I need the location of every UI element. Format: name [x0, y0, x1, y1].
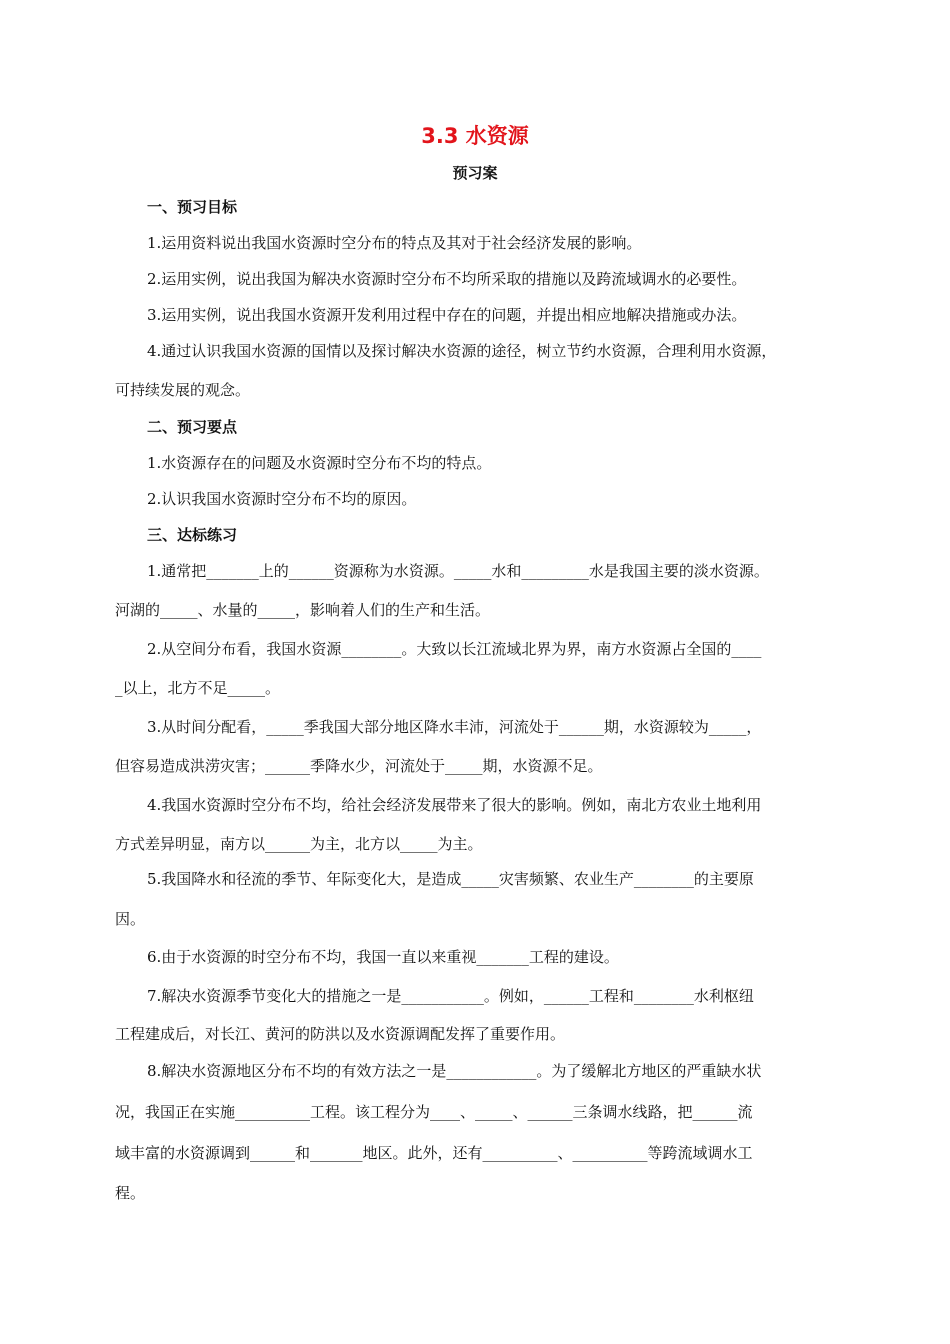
exercise-line: 河湖的_____、水量的_____，影响着人们的生产和生活。: [115, 601, 491, 619]
key-point-2: 2.认识我国水资源时空分布不均的原因。: [147, 490, 417, 508]
exercise-line: 工程建成后，对长江、黄河的防洪以及水资源调配发挥了重要作用。: [115, 1025, 566, 1043]
exercise-line: 3.从时间分配看，_____季我国大部分地区降水丰沛，河流处于______期，水资源较为_____，: [147, 718, 762, 736]
exercise-line: 程。: [115, 1184, 146, 1202]
exercise-line: 2.从空间分布看，我国水资源________。大致以长江流域北界为界，南方水资源占全国的____: [147, 640, 762, 658]
exercise-line: 6.由于水资源的时空分布不均，我国一直以来重视_______工程的建设。: [147, 948, 619, 966]
page-title: 3.3 水资源: [421, 124, 529, 148]
exercise-line: _以上，北方不足_____。: [115, 679, 281, 697]
goal-item-4: 4.通过认识我国水资源的国情以及探讨解决水资源的途径，树立节约水资源，合理利用水资源，: [147, 342, 777, 360]
key-point-1: 1.水资源存在的问题及水资源时空分布不均的特点。: [147, 454, 492, 472]
exercise-line: 但容易造成洪涝灾害；______季降水少，河流处于_____期，水资源不足。: [115, 757, 603, 775]
goal-item-3: 3.运用实例，说出我国水资源开发利用过程中存在的问题，并提出相应地解决措施或办法。: [147, 306, 747, 324]
section-heading-key-points: 二、预习要点: [147, 418, 238, 436]
goal-item-2: 2.运用实例，说出我国为解决水资源时空分布不均所采取的措施以及跨流域调水的必要性。: [147, 270, 747, 288]
exercise-line: 7.解决水资源季节变化大的措施之一是___________。例如，______工程和________水利枢纽: [147, 987, 754, 1005]
exercise-line: 8.解决水资源地区分布不均的有效方法之一是____________。为了缓解北方地区的严重缺水状: [147, 1062, 762, 1080]
exercise-line: 方式差异明显，南方以______为主，北方以_____为主。: [115, 835, 483, 853]
section-heading-goals: 一、预习目标: [147, 198, 238, 216]
goal-item-4-continued: 可持续发展的观念。: [115, 381, 251, 399]
exercise-line: 因。: [115, 910, 146, 928]
exercise-line: 1.通常把_______上的______资源称为水资源。_____水和_________水是我国主要的淡水资源。: [147, 562, 769, 580]
exercise-line: 况，我国正在实施__________工程。该工程分为____、_____、______三条调水线路，把______流: [115, 1103, 753, 1121]
page-subtitle: 预习案: [452, 164, 498, 182]
section-heading-exercises: 三、达标练习: [147, 526, 238, 544]
exercise-line: 域丰富的水资源调到______和_______地区。此外，还有__________、__________等跨流域调水工: [115, 1144, 753, 1162]
exercise-line: 4.我国水资源时空分布不均，给社会经济发展带来了很大的影响。例如，南北方农业土地利用: [147, 796, 762, 814]
exercise-line: 5.我国降水和径流的季节、年际变化大，是造成_____灾害频繁、农业生产________的主要原: [147, 870, 754, 888]
goal-item-1: 1.运用资料说出我国水资源时空分布的特点及其对于社会经济发展的影响。: [147, 234, 642, 252]
